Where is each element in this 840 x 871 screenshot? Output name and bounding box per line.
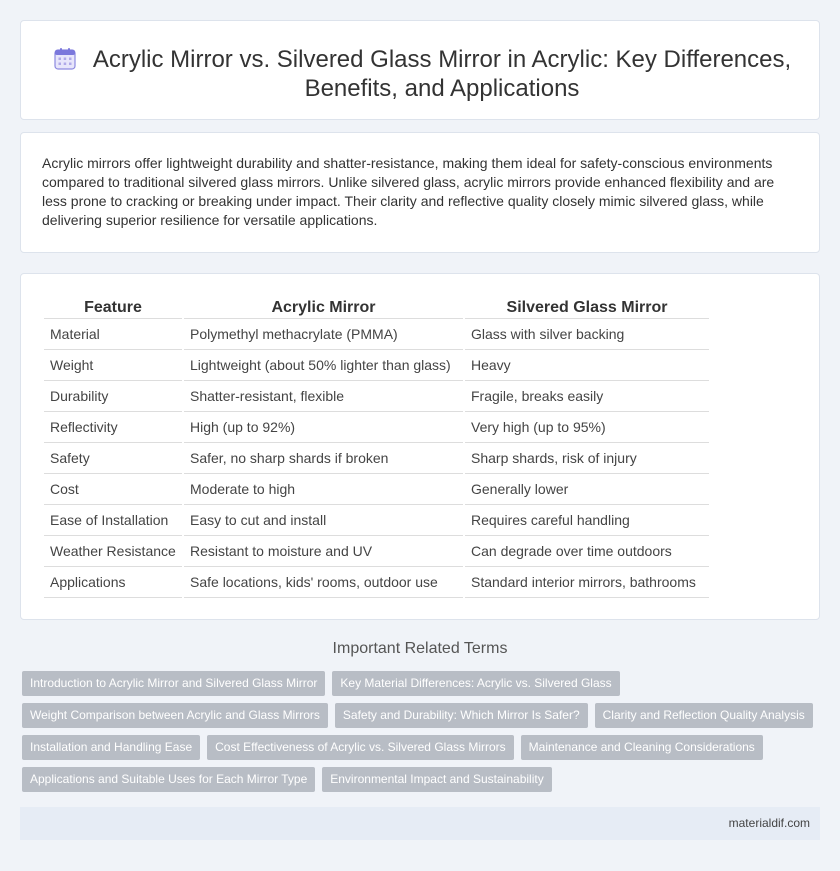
table-row [44, 536, 709, 567]
related-terms-list [22, 671, 822, 799]
comparison-table [42, 296, 711, 598]
acrylic-cell: Safe locations, kids' rooms, outdoor use [184, 567, 463, 598]
acrylic-cell: Easy to cut and install [184, 505, 463, 536]
feature-cell: Applications [44, 567, 182, 598]
table-row [44, 443, 709, 474]
related-tag[interactable]: Introduction to Acrylic Mirror and Silvered Glass Mirror [22, 671, 325, 696]
column-header-feature: Feature [44, 296, 182, 319]
table-row [44, 381, 709, 412]
acrylic-cell: Polymethyl methacrylate (PMMA) [184, 319, 463, 350]
intro-paragraph: Acrylic mirrors offer lightweight durability and shatter-resistance, making them ideal for safety-conscious environments compared to traditional silvered glass mirrors. Unlike silvered glass, acrylic mirrors provide enhanced flexibility and are less prone to cracking or breaking under impact. Their clarity and reflective quality closely mimic silvered glass, while delivering superior resilience for versatile applications. [42, 155, 775, 228]
feature-cell: Weight [44, 350, 182, 381]
glass-cell: Can degrade over time outdoors [465, 536, 709, 567]
acrylic-cell: Resistant to moisture and UV [184, 536, 463, 567]
title-card [20, 20, 820, 120]
glass-cell: Sharp shards, risk of injury [465, 443, 709, 474]
feature-cell: Material [44, 319, 182, 350]
related-tag[interactable]: Installation and Handling Ease [22, 735, 200, 760]
acrylic-cell: Shatter-resistant, flexible [184, 381, 463, 412]
column-header-acrylic: Acrylic Mirror [184, 296, 463, 319]
footer [20, 807, 820, 840]
related-tag[interactable]: Environmental Impact and Sustainability [322, 767, 551, 792]
acrylic-cell: Safer, no sharp shards if broken [184, 443, 463, 474]
related-tag[interactable]: Clarity and Reflection Quality Analysis [595, 703, 813, 728]
related-tag[interactable]: Key Material Differences: Acrylic vs. Silvered Glass [332, 671, 619, 696]
glass-cell: Requires careful handling [465, 505, 709, 536]
glass-cell: Heavy [465, 350, 709, 381]
feature-cell: Reflectivity [44, 412, 182, 443]
feature-cell: Weather Resistance [44, 536, 182, 567]
acrylic-cell: Moderate to high [184, 474, 463, 505]
glass-cell: Standard interior mirrors, bathrooms [465, 567, 709, 598]
table-row [44, 350, 709, 381]
table-row [44, 319, 709, 350]
feature-cell: Ease of Installation [44, 505, 182, 536]
related-tag[interactable]: Cost Effectiveness of Acrylic vs. Silvered Glass Mirrors [207, 735, 514, 760]
glass-cell: Glass with silver backing [465, 319, 709, 350]
related-tag[interactable]: Safety and Durability: Which Mirror Is Safer? [335, 703, 588, 728]
acrylic-cell: Lightweight (about 50% lighter than glass) [184, 350, 463, 381]
related-tag[interactable]: Applications and Suitable Uses for Each Mirror Type [22, 767, 315, 792]
related-tag[interactable]: Maintenance and Cleaning Considerations [521, 735, 763, 760]
column-header-glass: Silvered Glass Mirror [465, 296, 709, 319]
feature-cell: Durability [44, 381, 182, 412]
related-tag[interactable]: Weight Comparison between Acrylic and Glass Mirrors [22, 703, 328, 728]
page-title: Acrylic Mirror vs. Silvered Glass Mirror in Acrylic: Key Differences, Benefits, and Applications [92, 46, 792, 102]
related-terms-heading: Important Related Terms [332, 640, 508, 657]
table-row [44, 412, 709, 443]
intro-card [20, 132, 820, 253]
table-row [44, 474, 709, 505]
acrylic-cell: High (up to 92%) [184, 412, 463, 443]
footer-site-link[interactable]: materialdif.com [728, 816, 810, 830]
comparison-card [20, 273, 820, 620]
table-row [44, 505, 709, 536]
table-row [44, 567, 709, 598]
table-header-row [44, 296, 709, 319]
glass-cell: Generally lower [465, 474, 709, 505]
glass-cell: Very high (up to 95%) [465, 412, 709, 443]
glass-cell: Fragile, breaks easily [465, 381, 709, 412]
feature-cell: Safety [44, 443, 182, 474]
feature-cell: Cost [44, 474, 182, 505]
